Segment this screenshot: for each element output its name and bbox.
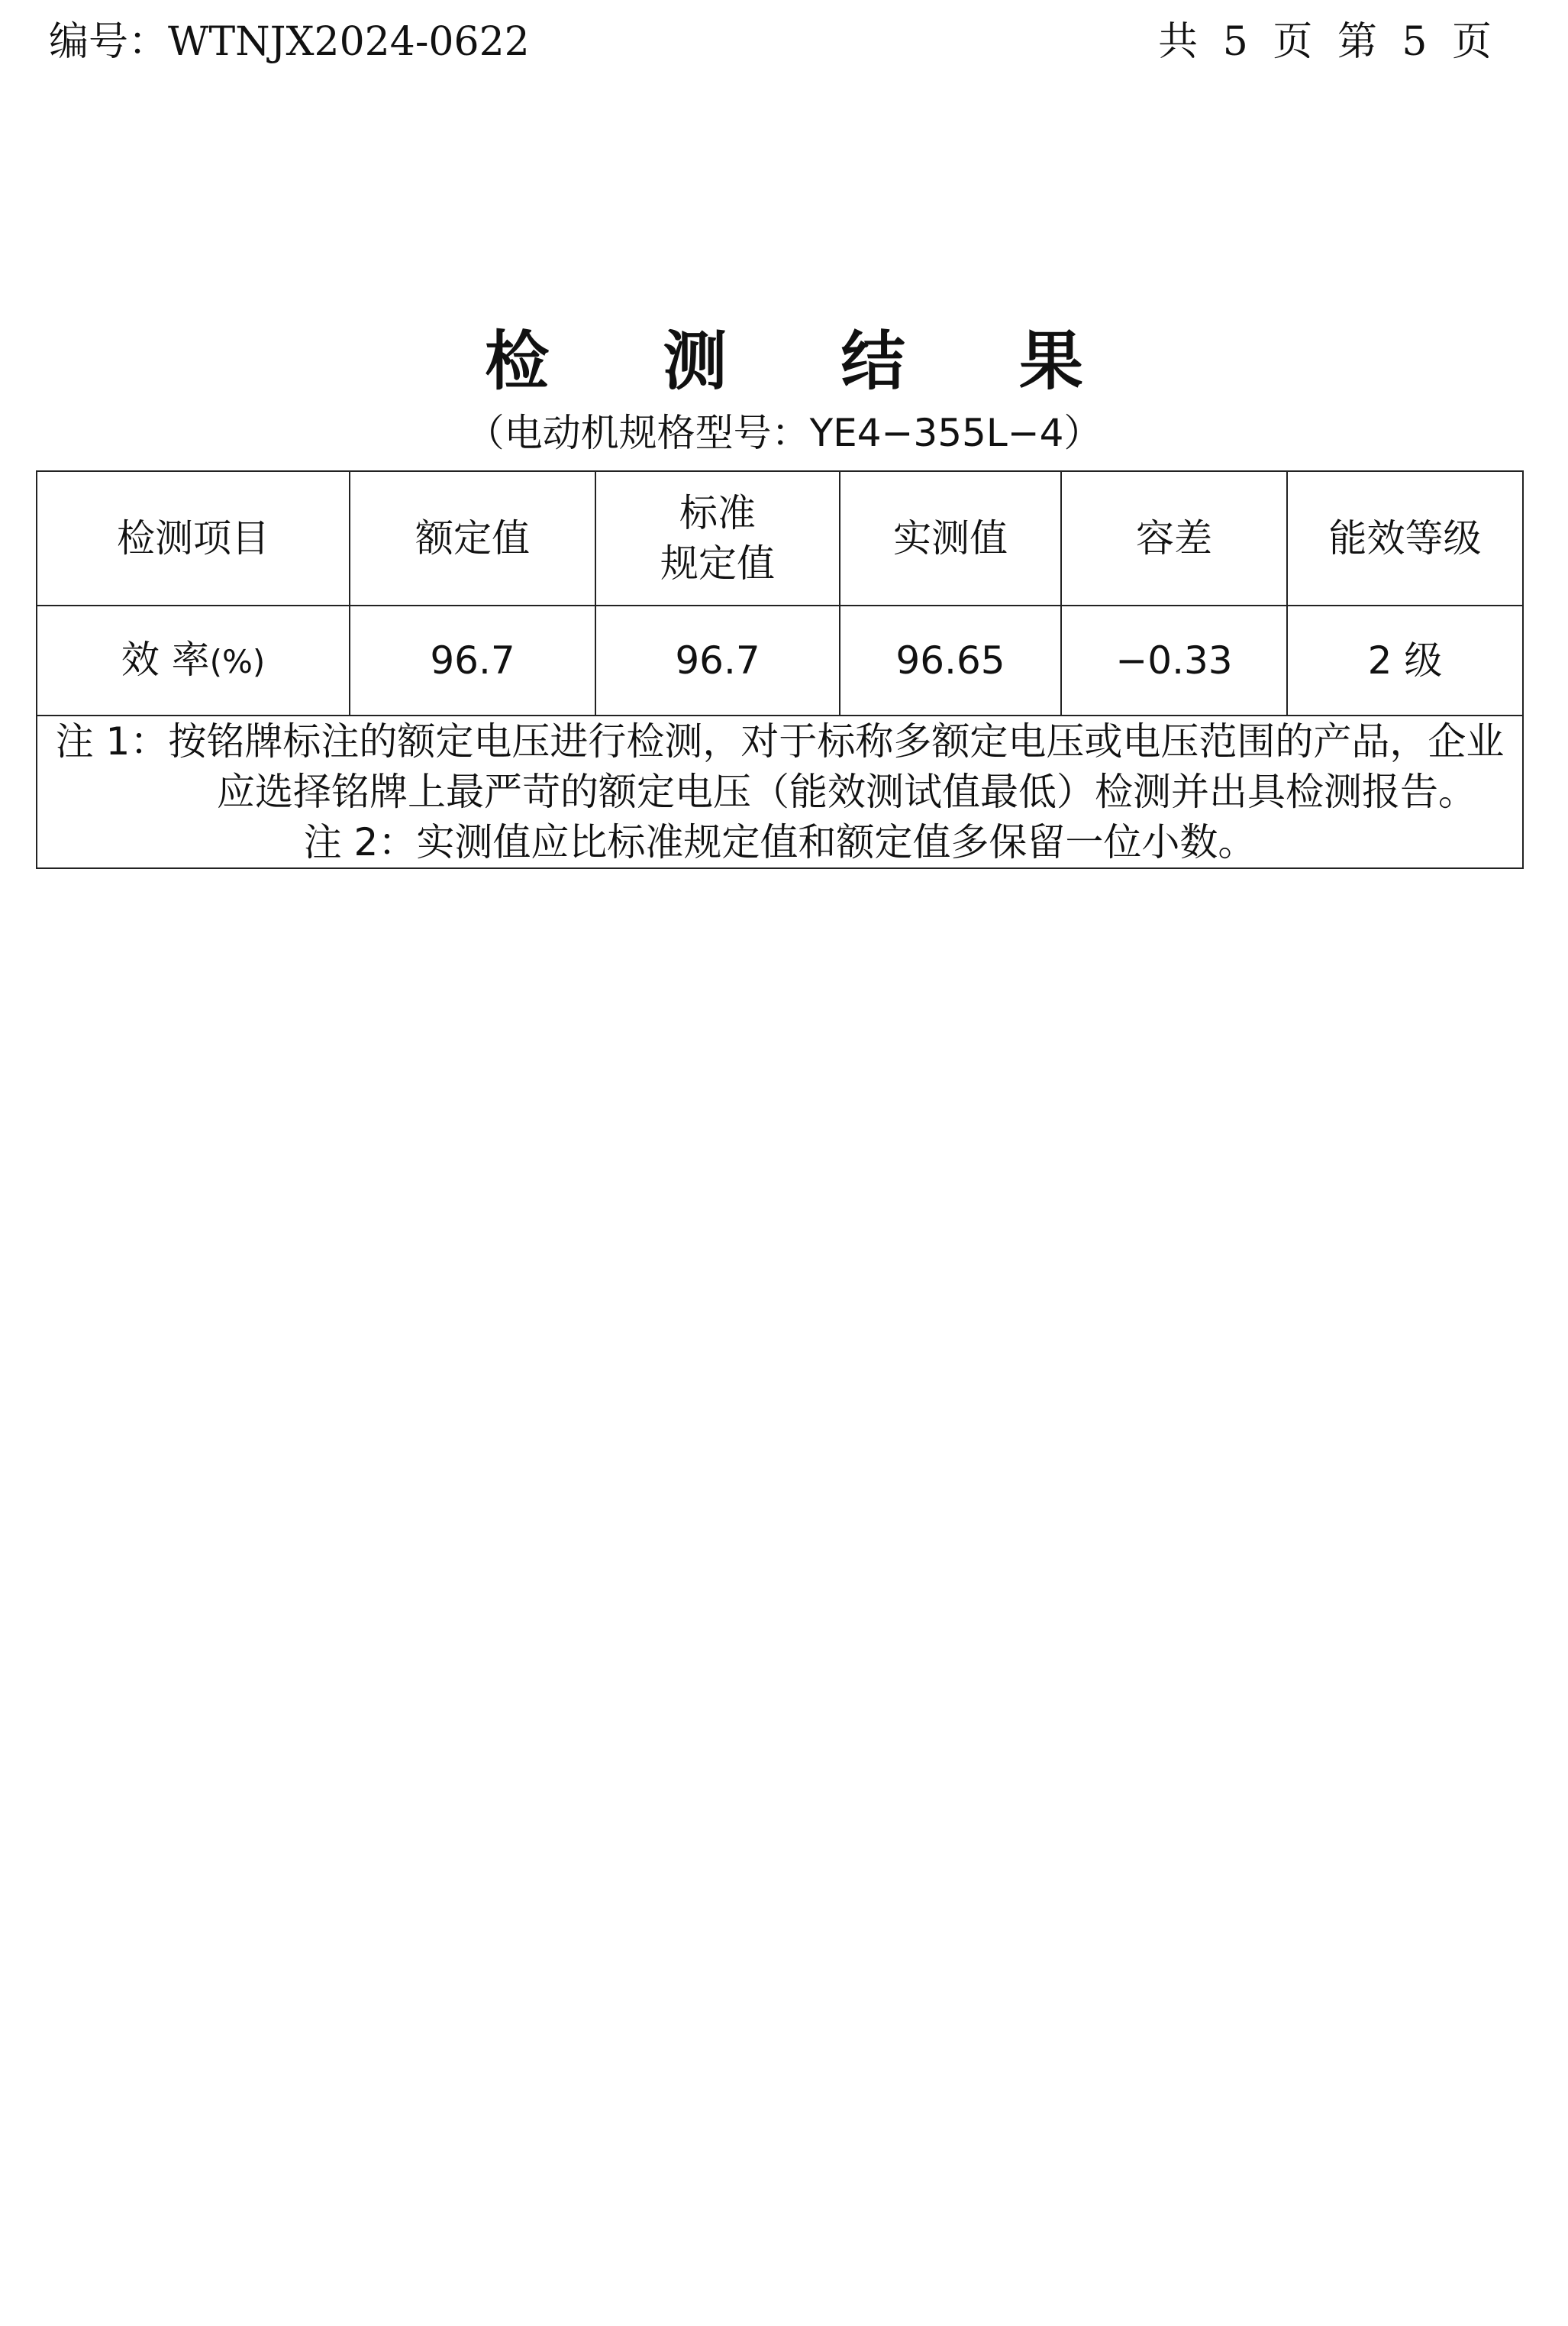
page-info: 共 5 页 第 5 页 bbox=[1158, 19, 1492, 65]
header-rated: 额定值 bbox=[350, 471, 595, 606]
report-number: 编号：WTNJX2024-0622 bbox=[49, 19, 530, 65]
note-1: 注 1：按铭牌标注的额定电压进行检测，对于标称多额定电压或电压范围的产品，企业应选择铭牌上最严苛的额定电压（能效测试值最低）检测并出具检测报告。 bbox=[55, 719, 1505, 814]
cell-item-label: 效 率 bbox=[121, 637, 210, 682]
header-grade: 能效等级 bbox=[1287, 471, 1523, 606]
cell-item bbox=[37, 606, 350, 716]
cell-item-unit: (%) bbox=[209, 642, 266, 680]
header-standard bbox=[595, 471, 840, 606]
cell-measured: 96.65 bbox=[840, 606, 1061, 716]
page-subtitle: （电动机规格型号：YE4−355L−4） bbox=[466, 411, 1102, 455]
header-measured: 实测值 bbox=[840, 471, 1061, 606]
notes-row bbox=[37, 716, 1523, 868]
cell-tolerance: −0.33 bbox=[1061, 606, 1287, 716]
table-row bbox=[37, 606, 1523, 716]
note-2: 注 2：实测值应比标准规定值和额定值多保留一位小数。 bbox=[303, 820, 1257, 864]
header-standard-line1: 标准 bbox=[679, 491, 756, 535]
cell-grade: 2 级 bbox=[1287, 606, 1523, 716]
table-header-row bbox=[37, 471, 1523, 606]
page-title: 检 测 结 果 bbox=[485, 324, 1129, 399]
results-table bbox=[36, 470, 1524, 869]
cell-standard: 96.7 bbox=[595, 606, 840, 716]
header-standard-line2: 规定值 bbox=[660, 541, 775, 586]
header-item: 检测项目 bbox=[37, 471, 350, 606]
header-tolerance: 容差 bbox=[1061, 471, 1287, 606]
cell-rated: 96.7 bbox=[350, 606, 595, 716]
notes-cell bbox=[37, 716, 1523, 868]
